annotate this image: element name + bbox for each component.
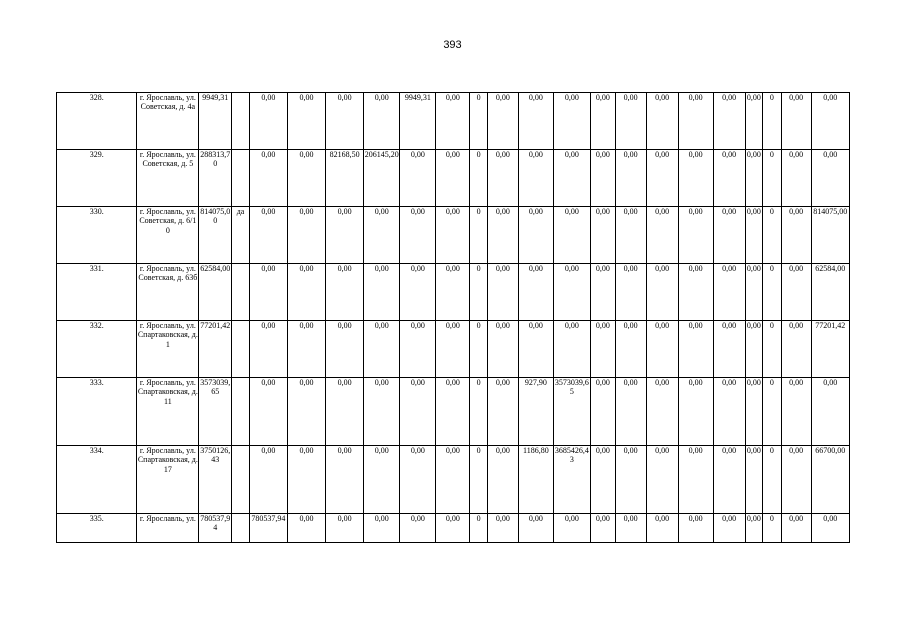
value-cell: 0,00 (781, 446, 811, 514)
value-cell: 9949,31 (199, 93, 232, 150)
value-cell: 0,00 (745, 321, 763, 378)
value-cell: 0,00 (553, 150, 590, 207)
value-cell: 62584,00 (811, 264, 849, 321)
value-cell: 0,00 (249, 321, 287, 378)
value-cell: 0,00 (745, 514, 763, 543)
value-cell: 0,00 (287, 446, 325, 514)
value-cell: 0 (763, 93, 782, 150)
value-cell: 0,00 (811, 514, 849, 543)
value-cell: 0,00 (364, 514, 400, 543)
row-number-cell: 329. (57, 150, 137, 207)
value-cell: 288313,70 (199, 150, 232, 207)
value-cell: 82168,50 (326, 150, 364, 207)
value-cell: 0,00 (678, 93, 713, 150)
value-cell: 0,00 (646, 321, 678, 378)
value-cell: 0,00 (678, 207, 713, 264)
value-cell: 206145,20 (364, 150, 400, 207)
value-cell: 0,00 (400, 150, 436, 207)
value-cell: 0,00 (249, 264, 287, 321)
value-cell: 0,00 (487, 321, 518, 378)
value-cell: 0,00 (326, 93, 364, 150)
value-cell: 0,00 (781, 514, 811, 543)
value-cell (232, 150, 250, 207)
row-number-cell: 334. (57, 446, 137, 514)
value-cell: 0,00 (745, 207, 763, 264)
value-cell: 814075,00 (199, 207, 232, 264)
value-cell: 0,00 (615, 264, 646, 321)
page-number: 393 (443, 39, 462, 51)
value-cell: 0,00 (364, 93, 400, 150)
value-cell: 0,00 (678, 446, 713, 514)
value-cell: 0,00 (326, 207, 364, 264)
value-cell: 1186,80 (518, 446, 553, 514)
value-cell: 0 (763, 378, 782, 446)
row-number-cell: 328. (57, 93, 137, 150)
value-cell: 0 (470, 93, 488, 150)
value-cell: 0,00 (590, 264, 615, 321)
value-cell: 0,00 (518, 93, 553, 150)
value-cell (232, 321, 250, 378)
value-cell: 0,00 (287, 321, 325, 378)
table-row (57, 446, 850, 514)
value-cell: 0,00 (326, 378, 364, 446)
value-cell: 0,00 (436, 446, 470, 514)
value-cell: 0,00 (436, 207, 470, 264)
value-cell (232, 378, 250, 446)
value-cell: 0,00 (249, 207, 287, 264)
value-cell: 0,00 (287, 378, 325, 446)
value-cell: 0,00 (678, 264, 713, 321)
value-cell: 0,00 (615, 514, 646, 543)
value-cell: 0,00 (678, 321, 713, 378)
value-cell: 0,00 (745, 446, 763, 514)
value-cell: 0 (470, 378, 488, 446)
value-cell: 0,00 (811, 93, 849, 150)
value-cell: 0,00 (745, 93, 763, 150)
value-cell: 0,00 (615, 446, 646, 514)
value-cell: 0,00 (518, 514, 553, 543)
value-cell: 0,00 (400, 321, 436, 378)
value-cell: 0,00 (249, 378, 287, 446)
address-cell: г. Ярославль, ул. Советская, д. 4а (137, 93, 199, 150)
value-cell: 0,00 (713, 321, 745, 378)
value-cell: 0 (763, 446, 782, 514)
value-cell: 0,00 (745, 150, 763, 207)
value-cell: 0 (763, 321, 782, 378)
value-cell: 0,00 (487, 150, 518, 207)
value-cell: 9949,31 (400, 93, 436, 150)
value-cell: 0,00 (811, 378, 849, 446)
value-cell: 0,00 (713, 446, 745, 514)
value-cell: 0,00 (364, 446, 400, 514)
value-cell: 0,00 (678, 378, 713, 446)
value-cell: 3573039,65 (553, 378, 590, 446)
value-cell: 0,00 (518, 321, 553, 378)
value-cell: 0,00 (781, 264, 811, 321)
table-row (57, 150, 850, 207)
value-cell: 927,90 (518, 378, 553, 446)
value-cell: 0,00 (553, 93, 590, 150)
table-row (57, 264, 850, 321)
value-cell: 0,00 (287, 264, 325, 321)
value-cell (232, 514, 250, 543)
value-cell: 0,00 (400, 514, 436, 543)
address-cell: г. Ярославль, ул. Советская, д. 5 (137, 150, 199, 207)
value-cell: 0,00 (400, 264, 436, 321)
value-cell: 0,00 (436, 514, 470, 543)
value-cell: 0,00 (553, 514, 590, 543)
value-cell: 0,00 (487, 378, 518, 446)
value-cell: 0 (470, 321, 488, 378)
value-cell: 3750126,43 (199, 446, 232, 514)
value-cell: 0,00 (615, 378, 646, 446)
value-cell: 0 (763, 207, 782, 264)
value-cell: 0,00 (326, 264, 364, 321)
value-cell: 66700,00 (811, 446, 849, 514)
table-row (57, 207, 850, 264)
value-cell: 0,00 (400, 378, 436, 446)
value-cell: 0,00 (713, 514, 745, 543)
value-cell: 0,00 (678, 514, 713, 543)
value-cell: 0,00 (811, 150, 849, 207)
value-cell: 0,00 (400, 446, 436, 514)
value-cell: 0,00 (745, 378, 763, 446)
value-cell: 0,00 (781, 207, 811, 264)
value-cell: 0,00 (487, 514, 518, 543)
value-cell: 77201,42 (199, 321, 232, 378)
address-cell: г. Ярославль, ул. (137, 514, 199, 543)
value-cell: 0,00 (745, 264, 763, 321)
value-cell: 0,00 (326, 514, 364, 543)
address-cell: г. Ярославль, ул. Спартаковская, д. 11 (137, 378, 199, 446)
value-cell: 0 (470, 150, 488, 207)
value-cell: 0,00 (287, 93, 325, 150)
value-cell: 0,00 (487, 264, 518, 321)
value-cell: 0,00 (364, 378, 400, 446)
value-cell: 0,00 (615, 321, 646, 378)
value-cell: 0,00 (781, 150, 811, 207)
value-cell: 0,00 (713, 207, 745, 264)
value-cell: 0,00 (646, 207, 678, 264)
value-cell: 0,00 (436, 93, 470, 150)
value-cell: 0,00 (518, 207, 553, 264)
value-cell: 0 (470, 264, 488, 321)
address-cell: г. Ярославль, ул. Спартаковская, д. 17 (137, 446, 199, 514)
value-cell: 62584,00 (199, 264, 232, 321)
value-cell: 77201,42 (811, 321, 849, 378)
value-cell: 0,00 (487, 93, 518, 150)
value-cell: 0,00 (287, 207, 325, 264)
data-table (56, 92, 850, 543)
value-cell: 0,00 (326, 446, 364, 514)
value-cell: 0,00 (646, 93, 678, 150)
value-cell: 0,00 (249, 446, 287, 514)
address-cell: г. Ярославль, ул. Спартаковская, д. 1 (137, 321, 199, 378)
value-cell: 780537,94 (199, 514, 232, 543)
row-number-cell: 332. (57, 321, 137, 378)
row-number-cell: 335. (57, 514, 137, 543)
value-cell: 0,00 (646, 264, 678, 321)
address-cell: г. Ярославль, ул. Советская, д. 63б (137, 264, 199, 321)
value-cell: 0,00 (590, 207, 615, 264)
table-row (57, 93, 850, 150)
value-cell: 0,00 (713, 150, 745, 207)
value-cell: да (232, 207, 250, 264)
value-cell: 814075,00 (811, 207, 849, 264)
value-cell: 0,00 (487, 207, 518, 264)
value-cell: 0,00 (590, 93, 615, 150)
value-cell: 0,00 (487, 446, 518, 514)
value-cell: 0,00 (615, 93, 646, 150)
table-row (57, 321, 850, 378)
row-number-cell: 330. (57, 207, 137, 264)
value-cell: 0,00 (436, 378, 470, 446)
value-cell: 780537,94 (249, 514, 287, 543)
value-cell: 0,00 (326, 321, 364, 378)
value-cell: 0,00 (590, 514, 615, 543)
value-cell: 0,00 (781, 378, 811, 446)
value-cell: 0,00 (553, 321, 590, 378)
value-cell: 0,00 (646, 378, 678, 446)
value-cell: 0,00 (436, 150, 470, 207)
value-cell: 0,00 (364, 321, 400, 378)
value-cell: 0,00 (590, 321, 615, 378)
value-cell: 0,00 (590, 446, 615, 514)
value-cell: 0,00 (713, 378, 745, 446)
value-cell: 0 (470, 446, 488, 514)
row-number-cell: 331. (57, 264, 137, 321)
value-cell (232, 93, 250, 150)
value-cell: 0,00 (287, 514, 325, 543)
value-cell (232, 264, 250, 321)
value-cell: 0,00 (400, 207, 436, 264)
value-cell: 0,00 (436, 264, 470, 321)
value-cell: 3685426,43 (553, 446, 590, 514)
value-cell: 0,00 (678, 150, 713, 207)
value-cell: 0,00 (518, 264, 553, 321)
value-cell: 0,00 (553, 207, 590, 264)
row-number-cell: 333. (57, 378, 137, 446)
value-cell: 0 (763, 264, 782, 321)
value-cell: 3573039,65 (199, 378, 232, 446)
address-cell: г. Ярославль, ул. Советская, д. 6/10 (137, 207, 199, 264)
value-cell: 0 (470, 514, 488, 543)
value-cell: 0,00 (287, 150, 325, 207)
table-row (57, 514, 850, 543)
value-cell: 0,00 (646, 150, 678, 207)
value-cell: 0,00 (781, 321, 811, 378)
value-cell: 0,00 (646, 514, 678, 543)
value-cell: 0,00 (615, 150, 646, 207)
value-cell: 0,00 (436, 321, 470, 378)
value-cell: 0,00 (364, 207, 400, 264)
value-cell: 0,00 (553, 264, 590, 321)
value-cell: 0 (470, 207, 488, 264)
value-cell (232, 446, 250, 514)
value-cell: 0,00 (249, 93, 287, 150)
value-cell: 0,00 (590, 378, 615, 446)
value-cell: 0 (763, 150, 782, 207)
value-cell: 0 (763, 514, 782, 543)
value-cell: 0,00 (590, 150, 615, 207)
value-cell: 0,00 (615, 207, 646, 264)
value-cell: 0,00 (518, 150, 553, 207)
value-cell: 0,00 (781, 93, 811, 150)
value-cell: 0,00 (646, 446, 678, 514)
table-row (57, 378, 850, 446)
value-cell: 0,00 (713, 264, 745, 321)
value-cell: 0,00 (249, 150, 287, 207)
value-cell: 0,00 (713, 93, 745, 150)
value-cell: 0,00 (364, 264, 400, 321)
